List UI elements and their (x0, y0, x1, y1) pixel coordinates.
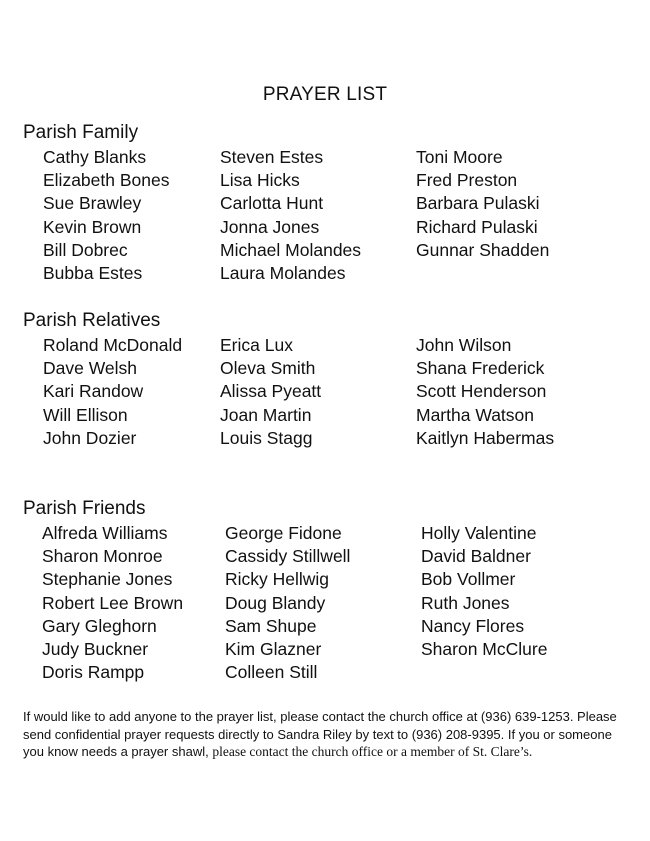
list-item: Elizabeth Bones (43, 170, 170, 191)
list-item: Erica Lux (220, 335, 293, 355)
list-item: Martha Watson (416, 404, 535, 425)
list-item: Toni Moore (416, 147, 503, 167)
footer-text-sans: If would like to add anyone to the prayer list, please contact the church office at (936) 639-1253. Please send confidential prayer requests directly to Sandra Riley by text to (936) 208-9395. If you or someone you know needs a prayer shawl, (23, 709, 617, 759)
relatives-column-1 (43, 334, 182, 450)
list-item: Richard Pulaski (416, 216, 538, 237)
list-item: Michael Molandes (220, 239, 362, 260)
list-item: Louis Stagg (220, 427, 313, 448)
list-item: Doris Rampp (42, 662, 145, 683)
list-item: Roland McDonald (43, 335, 183, 355)
list-item: Doug Blandy (225, 592, 326, 613)
list-item: Sue Brawley (43, 193, 142, 214)
list-item: Dave Welsh (43, 358, 138, 379)
list-item: Fred Preston (416, 170, 518, 191)
list-item: Gary Gleghorn (42, 615, 157, 636)
footer-note (23, 708, 633, 761)
list-item: Joan Martin (220, 404, 312, 425)
list-item: Cathy Blanks (43, 147, 147, 167)
list-item: Laura Molandes (220, 263, 346, 284)
list-item: Ruth Jones (421, 592, 510, 613)
list-item: Kim Glazner (225, 639, 322, 660)
list-item: Holly Valentine (421, 523, 537, 543)
list-item: Nancy Flores (421, 615, 525, 636)
list-item: Cassidy Stillwell (225, 546, 351, 567)
list-item: Kari Randow (43, 381, 144, 402)
list-item: Steven Estes (220, 147, 324, 167)
family-column-3 (416, 146, 549, 262)
list-item: David Baldner (421, 546, 531, 567)
list-item: Oleva Smith (220, 358, 316, 379)
list-item: Scott Henderson (416, 381, 547, 402)
list-item: John Dozier (43, 427, 137, 448)
relatives-column-3 (416, 334, 554, 450)
list-item: Bill Dobrec (43, 239, 128, 260)
list-item: Alfreda Williams (42, 523, 168, 543)
section-heading-parish-relatives: Parish Relatives (23, 310, 161, 331)
list-item: Alissa Pyeatt (220, 381, 322, 402)
list-item: George Fidone (225, 523, 342, 543)
list-item: Bob Vollmer (421, 569, 516, 590)
relatives-column-2 (220, 334, 321, 450)
list-item: John Wilson (416, 335, 512, 355)
list-item: Carlotta Hunt (220, 193, 324, 214)
list-item: Shana Frederick (416, 358, 545, 379)
list-item: Sharon McClure (421, 639, 548, 660)
list-item: Colleen Still (225, 662, 318, 683)
list-item: Robert Lee Brown (42, 592, 184, 613)
list-item: Stephanie Jones (42, 569, 173, 590)
footer-text-serif: please contact the church office or a member of St. Clare’s. (212, 744, 533, 759)
family-column-1 (43, 146, 169, 285)
list-item: Sam Shupe (225, 615, 317, 636)
friends-column-1 (42, 522, 183, 684)
list-item: Lisa Hicks (220, 170, 300, 191)
list-item: Sharon Monroe (42, 546, 163, 567)
section-heading-parish-family: Parish Family (23, 122, 139, 143)
friends-column-2 (225, 522, 350, 684)
family-column-2 (220, 146, 361, 285)
friends-column-3 (421, 522, 547, 661)
list-item: Gunnar Shadden (416, 239, 550, 260)
list-item: Jonna Jones (220, 216, 320, 237)
list-item: Kevin Brown (43, 216, 142, 237)
list-item: Kaitlyn Habermas (416, 427, 555, 448)
list-item: Ricky Hellwig (225, 569, 330, 590)
list-item: Will Ellison (43, 404, 128, 425)
list-item: Judy Buckner (42, 639, 149, 660)
page-title: PRAYER LIST (262, 84, 388, 105)
list-item: Barbara Pulaski (416, 193, 540, 214)
list-item: Bubba Estes (43, 263, 143, 284)
section-heading-parish-friends: Parish Friends (23, 498, 146, 519)
